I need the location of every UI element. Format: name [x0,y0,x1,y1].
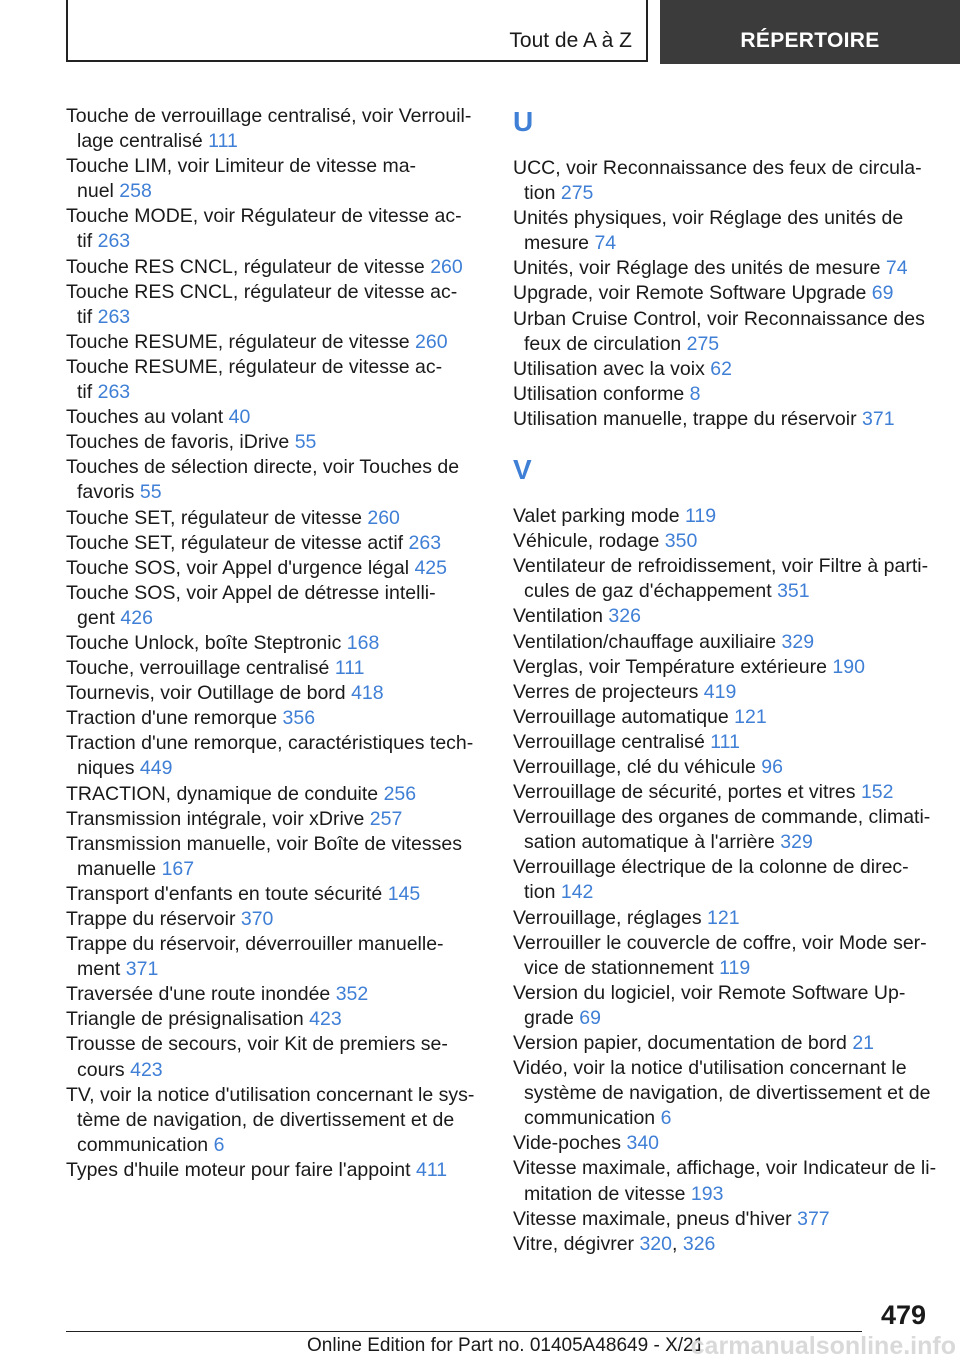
entry-text: tion [524,881,561,904]
page-link[interactable]: 423 [309,1008,342,1031]
entry-text: Verrouillage de sécurité, portes et vitres [513,781,861,804]
entry-text: Touche Unlock, boîte Steptronic [66,631,347,654]
index-entry [513,206,933,256]
index-entry [513,780,933,805]
entry-text: TRACTION, dynamique de conduite [66,782,384,805]
page-link[interactable]: 356 [282,707,316,730]
page-number: 479 [880,1300,926,1330]
entry-text: Touche SOS, voir Appel de détresse intelli- [66,581,436,604]
letter-heading-v: V [513,454,532,486]
index-entry [66,255,466,280]
entry-text: Touches au volant [66,406,229,429]
index-entry [513,1207,933,1232]
entry-text: Vide-poches [513,1132,627,1155]
page-link[interactable]: 275 [686,332,720,355]
index-entry [513,554,933,604]
index-list-v [513,504,937,1257]
entry-text: Traction d'une remorque [66,707,283,730]
page-link[interactable]: 350 [664,530,698,553]
entry-text: tif [77,230,98,253]
entry-text: Touche SET, régulateur de vitesse actif [66,531,409,554]
index-entry [513,680,933,705]
entry-text: feux de circulation [524,332,687,355]
entry-text: Verrouillage des organes de commande, climati- [513,806,931,829]
entry-text: ment [77,958,126,981]
entry-text: Verrouillage centralisé [513,730,711,753]
entry-text: Utilisation avec la voix [513,357,711,380]
entry-text: TV, voir la notice d'utilisation concernant le sys- [66,1083,475,1106]
footer-watermark: carmanualsonline.info [690,1332,956,1360]
page-link[interactable]: 6 [213,1133,225,1156]
entry-text: mitation de vitesse [524,1182,691,1205]
page-link[interactable]: 55 [139,481,162,504]
entry-text: Traction d'une remorque, caractéristiques tech- [66,732,474,755]
index-entry [513,630,933,655]
index-entry [66,706,466,731]
entry-text: Ventilation [513,605,609,628]
page-link[interactable]: 411 [415,1158,448,1181]
page-link[interactable]: 193 [690,1182,724,1205]
entry-text: niques [77,757,140,780]
page-link[interactable]: 263 [97,305,131,328]
index-entry [66,1083,475,1158]
entry-text: Touches de sélection directe, voir Touches de [66,456,460,479]
entry-text: Touche RESUME, régulateur de vitesse [66,330,416,353]
entry-text: Vitre, dégivrer [513,1232,640,1255]
chapter-tab [660,0,960,64]
page-link[interactable]: 370 [240,908,274,930]
page-link[interactable]: 55 [294,431,317,454]
entry-text: sation automatique à l'arrière [524,831,781,854]
entry-text: Traversée d'une route inondée [66,983,336,1006]
entry-text: Touches de favoris, iDrive [66,431,295,454]
entry-text: Touche MODE, voir Régulateur de vitesse ac- [66,205,462,228]
entry-text: Touche RES CNCL, régulateur de vitesse ac- [66,280,458,303]
page-link[interactable]: 260 [430,255,463,278]
section-tab [66,0,648,62]
index-entry [66,581,466,631]
index-entry [513,407,933,432]
entry-text: Transmission intégrale, voir xDrive [66,807,370,830]
entry-text: Version papier, documentation de bord [513,1032,853,1054]
section-title: Tout de A à Z [509,29,632,52]
entry-text: Utilisation manuelle, trappe du réservoir [513,407,863,430]
index-entry [513,1156,937,1206]
index-entry [66,154,466,204]
page-link[interactable]: 320 [639,1232,672,1255]
page-link[interactable]: 263 [97,381,131,404]
entry-text: Verrouillage automatique [513,705,735,728]
index-entry [66,731,474,781]
entry-text: Types d'huile moteur pour faire l'appoint [66,1158,416,1181]
page-link[interactable]: 340 [626,1132,660,1155]
entry-text: Touche SET, régulateur de vitesse [66,506,368,529]
chapter-title: RÉPERTOIRE [740,29,880,52]
page-link[interactable]: 275 [560,182,594,205]
page-link[interactable]: 152 [860,781,894,804]
index-entry [66,280,466,330]
entry-text: Ventilateur de refroidissement, voir Filtre à parti- [513,555,929,578]
page-link[interactable]: 329 [781,630,815,653]
index-entry [513,382,933,407]
page-link[interactable]: 167 [161,857,195,880]
index-entry [66,631,466,656]
page-link[interactable]: 74 [885,257,908,280]
entry-text: mesure [524,232,595,255]
index-entry [513,357,933,382]
index-entry [513,1031,933,1056]
entry-text: système de navigation, de divertissement et de [524,1082,931,1105]
index-entry [513,855,933,905]
page-link[interactable]: 377 [797,1207,830,1230]
index-list-u [513,156,933,432]
index-entry [66,1032,466,1082]
page-link[interactable]: 96 [761,755,783,778]
page-link[interactable]: 145 [387,882,421,905]
entry-text: lage centralisé [77,130,209,153]
index-entry [66,355,466,405]
entry-text: Upgrade, voir Remote Software Upgrade [513,282,872,305]
index-entry [513,604,933,629]
page-link[interactable]: 6 [660,1107,672,1130]
page-link[interactable]: 257 [369,807,403,830]
page-link[interactable]: 371 [125,958,159,981]
page-link[interactable]: 352 [335,983,369,1006]
page-link[interactable]: 69 [579,1006,601,1029]
entry-text: tème de navigation, de divertissement et de [77,1108,455,1131]
entry-text: Unités, voir Réglage des unités de mesure [513,257,886,280]
page-link[interactable]: 256 [383,782,417,805]
entry-text: Urban Cruise Control, voir Reconnaissance des [513,307,925,330]
page-link[interactable]: 111 [334,657,365,680]
page-link[interactable]: 351 [777,580,810,603]
entry-text: tion [524,182,561,205]
index-entry [66,204,466,254]
page-link[interactable]: 74 [594,232,617,255]
page-link[interactable]: 371 [862,407,895,430]
index-entry [513,906,933,931]
page-link[interactable]: 190 [832,655,865,678]
entry-text: UCC, voir Reconnaissance des feux de circula- [513,157,922,179]
page-link[interactable]: 263 [408,531,442,554]
page-link[interactable]: 121 [734,705,767,728]
entry-text: Trappe du réservoir [66,908,241,930]
index-entry [66,330,466,355]
entry-text: Vitesse maximale, affichage, voir Indicateur de li- [513,1157,937,1180]
index-entry [513,529,933,554]
index-entry [66,1007,466,1032]
page-link[interactable]: 142 [560,881,594,904]
entry-text: grade [524,1006,580,1029]
entry-text: Véhicule, rodage [513,530,665,553]
page-link[interactable]: 168 [346,631,380,654]
page-link[interactable]: 326 [608,605,641,628]
entry-text: Touche SOS, voir Appel d'urgence légal [66,556,415,579]
entry-text: Unités physiques, voir Réglage des unités de [513,207,904,230]
entry-text: Verrouillage, réglages [513,906,708,929]
entry-text: Touche LIM, voir Limiteur de vitesse ma- [66,155,417,178]
entry-text: Vitesse maximale, pneus d'hiver [513,1207,798,1230]
index-entry [513,1131,933,1156]
entry-text: Utilisation conforme [513,382,690,405]
entry-text: Verrouillage, clé du véhicule [513,755,762,778]
entry-text: gent [77,606,121,629]
index-entry [513,307,933,357]
entry-text: cules de gaz d'échappement [524,580,778,603]
page-link[interactable]: 119 [685,505,717,528]
entry-text: Trousse de secours, voir Kit de premiers se- [66,1033,448,1056]
index-entry [513,931,933,981]
letter-heading-u: U [513,106,534,137]
index-entry [66,405,466,430]
page-link[interactable]: 62 [710,357,732,380]
index-column-right [513,104,937,1257]
index-entry [513,981,933,1031]
entry-text: Valet parking mode [513,505,685,528]
page-link[interactable]: 260 [415,330,448,353]
index-entry [66,656,466,681]
index-entry [66,506,466,531]
index-entry [66,1158,466,1183]
entry-text: Version du logiciel, voir Remote Software Up- [513,981,906,1004]
page-link[interactable]: 121 [707,906,740,929]
entry-text: Touche, verrouillage centralisé [66,657,335,680]
index-column-left [66,104,475,1183]
page-link[interactable]: 418 [351,682,384,705]
index-entry [66,104,472,154]
entry-text: Tournevis, voir Outillage de bord [66,682,352,705]
entry-text: tif [77,381,98,404]
index-entry [66,932,466,982]
entry-text: Transmission manuelle, voir Boîte de vitesses [66,832,462,855]
entry-text: Touche RES CNCL, régulateur de vitesse [66,255,431,278]
page-link[interactable]: 111 [208,130,238,153]
page-link[interactable]: 426 [120,606,153,629]
index-entry [66,832,466,882]
index-entry [66,531,466,556]
index-entry [66,907,466,932]
index-entry [66,882,466,907]
entry-text: communication [77,1133,214,1156]
index-entry [513,805,933,855]
entry-text: tif [77,305,98,328]
index-entry [513,281,933,306]
index-entry [513,730,933,755]
entry-text: Verrouiller le couvercle de coffre, voir Mode ser- [513,931,927,954]
page-link[interactable]: 423 [130,1058,163,1081]
index-entry [513,256,933,281]
entry-text: Verres de projecteurs [513,680,704,703]
entry-text: manuelle [77,857,162,880]
entry-text: cours [77,1058,131,1081]
page-link[interactable]: 69 [871,282,894,305]
index-entry [513,1056,933,1131]
entry-text: Touche RESUME, régulateur de vitesse ac- [66,355,443,378]
index-entry [66,455,466,505]
page-link[interactable]: 260 [367,506,400,529]
index-entry [513,156,933,206]
index-entry [513,705,933,730]
index-entry [66,807,466,832]
entry-text: Trappe du réservoir, déverrouiller manuelle- [66,933,444,956]
page-link[interactable]: 263 [97,230,131,253]
entry-text: Vidéo, voir la notice d'utilisation concernant le [513,1057,907,1080]
entry-text: Ventilation/chauffage auxiliaire [513,630,782,653]
entry-text: Touche de verrouillage centralisé, voir Verrouil- [66,105,472,127]
entry-text: Verrouillage électrique de la colonne de direc- [513,856,909,879]
page-link[interactable]: 40 [228,406,251,429]
index-entry [66,430,466,455]
index-entry: Vitre, dégivrer 320, 326 [513,1232,716,1255]
entry-text: favoris [77,481,140,504]
entry-text: communication [524,1107,661,1130]
index-entry [66,681,466,706]
page-header [66,0,960,64]
index-entry [513,655,933,680]
footer-edition: Online Edition for Part no. 01405A48649 - X/21 [307,1335,705,1356]
page-link[interactable]: 326 [682,1232,716,1255]
entry-text: Verglas, voir Température extérieure [513,655,833,678]
entry-text: vice de stationnement [524,956,720,979]
page-link[interactable]: 119 [719,956,751,979]
page-link[interactable]: 21 [852,1032,875,1054]
page-link[interactable]: 258 [119,180,152,203]
page-link[interactable]: 449 [139,757,173,780]
entry-text: nuel [77,180,120,203]
index-entry [66,982,466,1007]
page-link[interactable]: 8 [689,382,701,405]
entry-text: Transport d'enfants en toute sécurité [66,882,388,905]
entry-text: Triangle de présignalisation [66,1008,310,1031]
page-link[interactable]: 425 [414,556,447,579]
index-entry [66,556,466,581]
page-link[interactable]: 329 [780,831,813,854]
index-entry [513,755,933,780]
index-entry [513,504,933,529]
page-link[interactable]: 419 [703,680,737,703]
page-link[interactable]: 111 [710,730,740,753]
index-entry [66,782,466,807]
